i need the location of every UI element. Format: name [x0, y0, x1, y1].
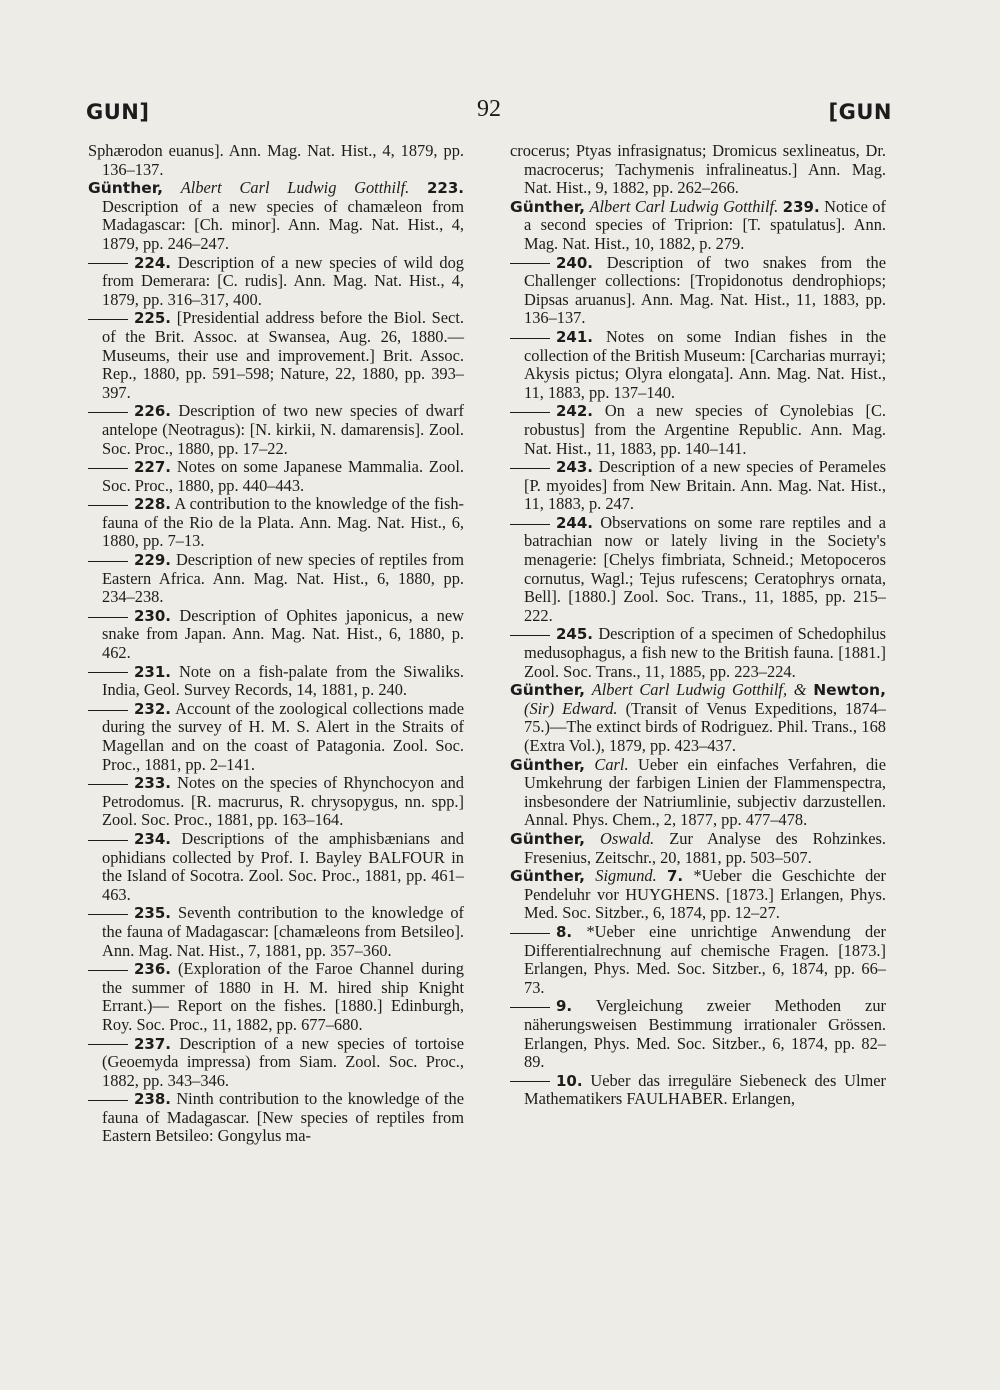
entry-text: Notes on some Japanese Mammalia. Zool. Soc. Proc., 1880, pp. 440–443.: [102, 457, 464, 495]
author-surname: Günther,: [510, 681, 586, 700]
entry-text: Observations on some rare reptiles and a batrachian now or lately living in the Society's menagerie: [Chelys fimbriata, Schneid.; Metopoceros cornutus, Wagl.; Tejus rufescens; Ceratophrys ornata, Bell]. [1880.] Zool. Soc. Trans., 11, 1885, pp. 215–222.: [524, 512, 886, 625]
ditto-dash: [88, 840, 128, 841]
entry-number: 242.: [556, 402, 594, 421]
entry-text: Description of a specimen of Schedophilus medusophagus, a fish new to the British fauna. [1881.] Zool. Soc. Trans., 11, 1885, pp. 223–224.: [524, 624, 886, 681]
author-surname: Günther,: [510, 829, 586, 848]
entry-text: *Ueber die Geschichte der Pendeluhr vor HUYGHENS. [1873.] Erlangen, Phys. Med. Soc. Sitzber., 6, 1874, pp. 12–27.: [524, 866, 886, 923]
entry-number: 245.: [556, 625, 594, 644]
author-entry: [510, 867, 886, 923]
entry-number: 7.: [666, 867, 684, 886]
entry-number: 223.: [426, 179, 464, 198]
ditto-dash: [88, 468, 128, 469]
entry-number: 231.: [134, 662, 172, 681]
ditto-dash: [88, 1100, 128, 1101]
ditto-dash: [88, 1044, 128, 1045]
ditto-dash: [88, 617, 128, 618]
entry-text: Sphærodon euanus]. Ann. Mag. Nat. Hist., 4, 1879, pp. 136–137.: [88, 141, 464, 179]
bibliography-entry: [88, 458, 464, 495]
coauthor-surname: Newton,: [813, 681, 886, 700]
entry-number: 239.: [782, 197, 820, 216]
page-number: 92: [477, 96, 501, 122]
ditto-dash: [88, 970, 128, 971]
bibliography-entry: [88, 309, 464, 402]
bibliography-entry: [510, 402, 886, 458]
author-surname: Günther,: [510, 755, 586, 774]
entry-number: 226.: [134, 402, 172, 421]
entry-text: (Transit of Venus Expeditions, 1874–75.)—The extinct birds of Rodriguez. Phil. Trans., 168 (Extra Vol.), 1879, pp. 423–437.: [524, 698, 886, 755]
entry-text: Account of the zoological collections made during the survey of H. M. S. Alert in the Straits of Magellan and on the coast of Patagonia. Zool. Soc. Proc., 1881, pp. 2–141.: [102, 698, 464, 774]
ditto-dash: [88, 710, 128, 711]
bibliography-entry: [88, 1090, 464, 1146]
entry-number: 244.: [556, 513, 594, 532]
bibliography-entry: [88, 904, 464, 960]
author-surname: Günther,: [510, 867, 586, 886]
author-forenames: Carl.: [594, 754, 629, 774]
ditto-dash: [88, 672, 128, 673]
ditto-dash: [88, 505, 128, 506]
entry-number: 243.: [556, 458, 594, 477]
ditto-dash: [510, 524, 550, 525]
entry-continuation: [88, 142, 464, 179]
entry-number: 241.: [556, 327, 594, 346]
entry-text: Ninth contribution to the knowledge of the fauna of Madagascar. [New species of reptiles from Eastern Betsileo: Gongylus ma-: [102, 1089, 464, 1146]
ditto-dash: [88, 914, 128, 915]
bibliography-entry: [88, 1035, 464, 1091]
entry-text: Vergleichung zweier Methoden zur näherungsweisen Bestimmung irrationaler Grössen. Erlangen, Phys. Med. Soc. Sitzber., 6, 1874, pp. 82–89.: [524, 996, 886, 1072]
entry-number: 8.: [556, 922, 573, 941]
right-column: [510, 142, 886, 1109]
entry-number: 228.: [134, 495, 172, 514]
bibliography-entry: [510, 923, 886, 997]
entry-text: Description of a new species of chamæleon from Madagascar: [Ch. minor]. Ann. Mag. Nat. Hist., 4, 1879, pp. 246–247.: [102, 196, 464, 253]
entry-text: Notes on the species of Rhynchocyon and Petrodomus. [R. macrurus, R. chrysopygus, nn. spp.] Zool. Soc. Proc., 1881, pp. 163–164.: [102, 773, 464, 830]
ditto-dash: [510, 1007, 550, 1008]
bibliography-entry: [510, 1072, 886, 1109]
entry-number: 10.: [556, 1071, 583, 1090]
bibliography-entry: [88, 607, 464, 663]
entry-number: 232.: [134, 699, 172, 718]
running-head: [86, 96, 892, 130]
entry-number: 236.: [134, 960, 172, 979]
entry-text: Notes on some Indian fishes in the collection of the British Museum: [Carcharias murrayi; Akysis pictus; Olyra elongata]. Ann. Mag. Nat. Hist., 11, 1883, pp. 137–140.: [524, 326, 886, 402]
entry-text: Descriptions of the amphisbænians and ophidians collected by Prof. I. Bayley BALFOUR in the Island of Socotra. Zool. Soc. Proc., 1881, pp. 461–463.: [102, 828, 464, 904]
author-forenames: Oswald.: [600, 828, 655, 848]
bibliography-entry: [88, 551, 464, 607]
entry-text: Ueber das irreguläre Siebeneck des Ulmer Mathematikers FAULHABER. Erlangen,: [524, 1070, 886, 1109]
entry-text: Zur Analyse des Rohzinkes. Fresenius, Zeitschr., 20, 1881, pp. 503–507.: [524, 828, 886, 867]
author-entry: [88, 179, 464, 253]
author-entry: [510, 830, 886, 867]
ditto-dash: [510, 468, 550, 469]
coauthor-forenames: (Sir) Edward.: [524, 698, 618, 718]
ditto-dash: [510, 1081, 550, 1082]
ditto-dash: [510, 933, 550, 934]
bibliography-entry: [88, 495, 464, 551]
entry-text: Seventh contribution to the knowledge of the fauna of Madagascar: [chamæleons from Betsileo]. Ann. Mag. Nat. Hist., 7, 1881, pp. 357–360.: [102, 903, 464, 960]
bibliography-entry: [88, 402, 464, 458]
ditto-dash: [510, 263, 550, 264]
author-forenames: Sigmund.: [595, 866, 657, 886]
author-surname: Günther,: [88, 179, 164, 198]
bibliography-entry: [510, 997, 886, 1071]
entry-continuation: [510, 142, 886, 198]
author-entry: [510, 681, 886, 755]
entry-number: 9.: [556, 997, 573, 1016]
entry-text: *Ueber eine unrichtige Anwendung der Differentialrechnung auf chemische Fragen. [1873.] Erlangen, Phys. Med. Soc. Sitzber., 6, 1874, pp. 66–73.: [524, 921, 886, 997]
entry-text: [Presidential address before the Biol. Sect. of the Brit. Assoc. at Swansea, Aug. 26, 1880.—Museums, their use and improvement.] Brit. Assoc. Rep., 1880, pp. 591–598; Nature, 22, 1880, pp. 393–397.: [102, 308, 464, 402]
entry-number: 240.: [556, 253, 594, 272]
entry-text: crocerus; Ptyas infrasignatus; Dromicus sexlineatus, Dr. macrocerus; Tachymenis infralineatus.] Ann. Mag. Nat. Hist., 9, 1882, pp. 262–266.: [510, 141, 886, 198]
bibliography-entry: [510, 458, 886, 514]
bibliography-entry: [88, 663, 464, 700]
entry-text: Note on a fish-palate from the Siwaliks. India, Geol. Survey Records, 14, 1881, p. 240.: [102, 661, 464, 700]
author-forenames: Albert Carl Ludwig Gotthilf, &: [591, 680, 807, 700]
bibliography-entry: [510, 514, 886, 626]
entry-number: 233.: [134, 774, 172, 793]
entry-number: 235.: [134, 904, 172, 923]
bibliography-entry: [88, 254, 464, 310]
ditto-dash: [88, 319, 128, 320]
entry-number: 230.: [134, 606, 172, 625]
entry-text: Description of two new species of dwarf antelope (Neotragus): [N. kirkii, N. damarensis]. Zool. Soc. Proc., 1880, pp. 17–22.: [102, 401, 465, 458]
entry-number: 229.: [134, 551, 172, 570]
entry-text: Notice of a second species of Triprion: [T. spatulatus]. Ann. Mag. Nat. Hist., 10, 1882, p. 279.: [524, 196, 886, 253]
entry-number: 238.: [134, 1090, 172, 1109]
entry-text: Description of Ophites japonicus, a new snake from Japan. Ann. Mag. Nat. Hist., 6, 1880, p. 462.: [102, 605, 464, 663]
entry-text: Description of a new species of tortoise (Geoemyda impressa) from Siam. Zool. Soc. Proc., 1882, pp. 343–346.: [102, 1033, 464, 1090]
entry-number: 234.: [134, 829, 172, 848]
ditto-dash: [88, 263, 128, 264]
entry-text: (Exploration of the Faroe Channel during the summer of 1880 in H. M. hired ship Knight Errant.)— Report on the fishes. [1880.] Edinburgh, Roy. Soc. Proc., 11, 1882, pp. 677–680.: [102, 959, 464, 1034]
entry-text: Ueber ein einfaches Verfahren, die Umkehrung der farbigen Linien der Flammenspectra, insbesondere der Natriumlinie, subjectiv darzustellen. Annal. Phys. Chem., 2, 1877, pp. 477–478.: [524, 754, 886, 830]
bibliography-entry: [510, 328, 886, 402]
header-left: GUN]: [86, 100, 150, 124]
entry-text: Description of two snakes from the Challenger collections: [Tropidonotus dendrophiops; Dipsas aruanus]. Ann. Mag. Nat. Hist., 11, 1883, pp. 136–137.: [524, 252, 886, 328]
author-entry: [510, 198, 886, 254]
entry-text: Description of a new species of Perameles [P. myoides] from New Britain. Ann. Mag. Nat. Hist., 11, 1883, p. 247.: [524, 457, 886, 514]
bibliography-entry: [510, 625, 886, 681]
author-forenames: Albert Carl Ludwig Gotthilf.: [589, 196, 779, 216]
entry-text: On a new species of Cynolebias [C. robustus] from the Argentine Republic. Ann. Mag. Nat. Hist., 11, 1883, pp. 140–141.: [524, 401, 886, 458]
entry-text: Description of new species of reptiles from Eastern Africa. Ann. Mag. Nat. Hist., 6, 1880, pp. 234–238.: [102, 550, 464, 607]
ditto-dash: [510, 338, 550, 339]
author-surname: Günther,: [510, 197, 586, 216]
ditto-dash: [510, 635, 550, 636]
header-right: [GUN: [828, 100, 892, 124]
bibliography-entry: [88, 700, 464, 774]
author-forenames: Albert Carl Ludwig Gotthilf.: [180, 178, 410, 198]
entry-number: 225.: [134, 309, 172, 328]
ditto-dash: [88, 784, 128, 785]
entry-number: 237.: [134, 1034, 172, 1053]
author-entry: [510, 756, 886, 830]
entry-text: A contribution to the knowledge of the fish-fauna of the Rio de la Plata. Ann. Mag. Nat. Hist., 6, 1880, pp. 7–13.: [102, 494, 464, 551]
bibliography-entry: [88, 960, 464, 1034]
bibliography-entry: [510, 254, 886, 328]
ditto-dash: [88, 412, 128, 413]
entry-text: Description of a new species of wild dog from Demerara: [C. rudis]. Ann. Mag. Nat. Hist., 4, 1879, pp. 316–317, 400.: [102, 252, 464, 309]
ditto-dash: [510, 412, 550, 413]
entry-number: 224.: [134, 253, 172, 272]
left-column: [88, 142, 464, 1146]
bibliography-entry: [88, 830, 464, 904]
entry-number: 227.: [134, 458, 172, 477]
bibliography-entry: [88, 774, 464, 830]
ditto-dash: [88, 561, 128, 562]
